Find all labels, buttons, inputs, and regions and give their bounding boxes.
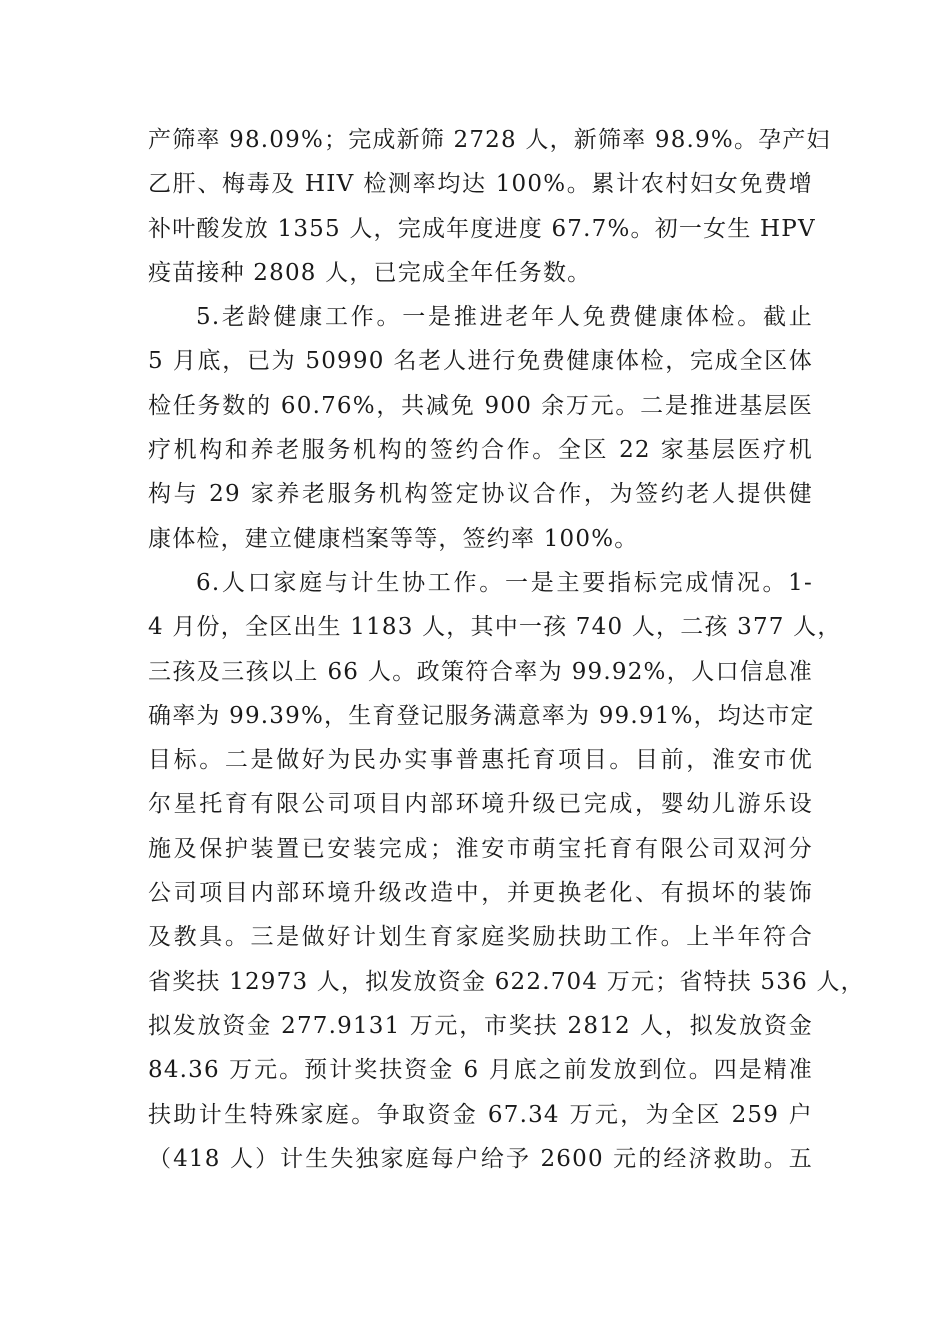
text-line: 三孩及三孩以上 66 人。政策符合率为 99.92%，人口信息准	[148, 658, 813, 685]
text-line: 疫苗接种 2808 人，已完成全年任务数。	[148, 259, 592, 286]
text-line: 及教具。三是做好计划生育家庭奖励扶助工作。上半年符合	[148, 924, 813, 951]
body-text	[148, 118, 865, 1181]
text-line: 产筛率 98.09%；完成新筛 2728 人，新筛率 98.9%。孕产妇	[148, 127, 831, 153]
text-line: 目标。二是做好为民办实事普惠托育项目。目前，淮安市优	[148, 747, 813, 774]
text-line: 尔星托育有限公司项目内部环境升级已完成，婴幼儿游乐设	[148, 791, 813, 818]
text-line: 构与 29 家养老服务机构签定协议合作，为签约老人提供健	[148, 481, 813, 508]
text-line: 确率为 99.39%，生育登记服务满意率为 99.91%，均达市定	[148, 702, 815, 729]
text-line: 省奖扶 12973 人，拟发放资金 622.704 万元；省特扶 536 人，	[148, 968, 865, 995]
text-line: 5 月底，已为 50990 名老人进行免费健康体检，完成全区体	[148, 348, 813, 375]
text-line: 拟发放资金 277.9131 万元，市奖扶 2812 人，拟发放资金	[148, 1012, 813, 1039]
section-heading-line: 5.老龄健康工作。一是推进老年人免费健康体检。截止	[196, 304, 813, 331]
text-line: 84.36 万元。预计奖扶资金 6 月底之前发放到位。四是精准	[148, 1057, 813, 1084]
text-line: 疗机构和养老服务机构的签约合作。全区 22 家基层医疗机	[148, 437, 813, 464]
text-line: 施及保护装置已安装完成；淮安市萌宝托育有限公司双河分	[148, 835, 813, 862]
text-line: 4 月份，全区出生 1183 人，其中一孩 740 人，二孩 377 人，	[148, 614, 842, 641]
text-line: 公司项目内部环境升级改造中，并更换老化、有损坏的装饰	[148, 880, 813, 907]
text-line: 乙肝、梅毒及 HIV 检测率均达 100%。累计农村妇女免费增	[148, 171, 813, 198]
text-line: 康体检，建立健康档案等等，签约率 100%。	[148, 525, 639, 552]
text-line: 扶助计生特殊家庭。争取资金 67.34 万元，为全区 259 户	[148, 1101, 813, 1128]
text-line: （418 人）计生失独家庭每户给予 2600 元的经济救助。五	[148, 1145, 813, 1172]
text-line: 补叶酸发放 1355 人，完成年度进度 67.7%。初一女生 HPV	[148, 215, 816, 242]
text-line: 检任务数的 60.76%，共减免 900 余万元。二是推进基层医	[148, 392, 813, 419]
section-heading-line: 6.人口家庭与计生协工作。一是主要指标完成情况。1-	[196, 569, 813, 596]
